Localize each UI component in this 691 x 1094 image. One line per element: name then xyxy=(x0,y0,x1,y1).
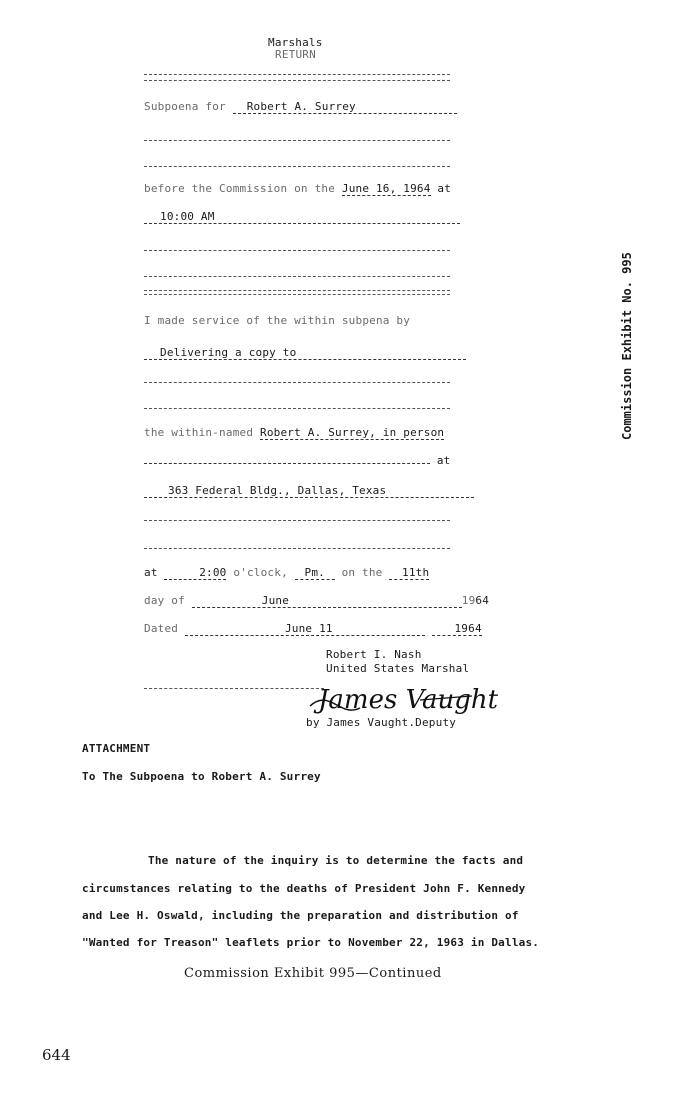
attachment-subheading: To The Subpoena to Robert A. Surrey xyxy=(82,770,321,783)
exhibit-caption: Commission Exhibit 995—Continued xyxy=(184,966,442,981)
within-value: Robert A. Surrey, in person xyxy=(260,426,445,439)
when-at: at xyxy=(144,566,158,579)
within-line xyxy=(144,426,444,440)
rule xyxy=(144,408,450,409)
before-at: at xyxy=(437,182,452,195)
day-of-line xyxy=(144,594,489,608)
paragraph-line-2: circumstances relating to the deaths of President John F. Kennedy xyxy=(82,882,526,895)
dated-line xyxy=(144,622,482,636)
subpoena-line xyxy=(144,100,457,114)
rule xyxy=(144,140,450,141)
header-return: RETURN xyxy=(275,48,316,61)
rule xyxy=(144,548,450,549)
year-prefix: 19 xyxy=(461,594,476,607)
dated-label: Dated xyxy=(144,622,179,635)
when-oclock: o'clock, xyxy=(233,566,288,579)
at-line xyxy=(144,454,450,467)
header-marshals: Marshals xyxy=(268,36,323,49)
signature-text: James Vaught xyxy=(318,685,499,715)
day-of-label: day of xyxy=(144,594,185,607)
marshal-title: United States Marshal xyxy=(326,662,470,675)
when-month: June xyxy=(192,594,462,608)
paragraph-line-4: "Wanted for Treason" leaflets prior to November 22, 1963 in Dallas. xyxy=(82,936,540,949)
dated-year: 1964 xyxy=(432,622,482,636)
paragraph-line-3: and Lee H. Oswald, including the preparation and distribution of xyxy=(82,909,519,922)
within-label: the within-named xyxy=(144,426,254,439)
rule xyxy=(144,74,450,75)
dated-value: June 11 xyxy=(185,622,425,636)
subpoena-label: Subpoena for xyxy=(144,100,226,113)
when-ampm: Pm. xyxy=(295,566,335,580)
rule xyxy=(144,520,450,521)
attachment-heading: ATTACHMENT xyxy=(82,742,151,755)
marshal-name: Robert I. Nash xyxy=(326,648,422,661)
rule xyxy=(144,80,450,81)
subpoena-name: Robert A. Surrey xyxy=(233,100,457,114)
page-number: 644 xyxy=(42,1046,71,1064)
address-line xyxy=(144,484,474,498)
when-year: 64 xyxy=(475,594,490,607)
before-time: 10:00 AM xyxy=(144,210,460,224)
before-line xyxy=(144,182,451,196)
rule xyxy=(144,250,450,251)
before-label: before the Commission on the xyxy=(144,182,336,195)
rule xyxy=(144,276,450,277)
when-line xyxy=(144,566,429,580)
service-label: I made service of the within subpena by xyxy=(144,314,411,327)
rule xyxy=(144,382,450,383)
when-on-the: on the xyxy=(341,566,383,579)
side-exhibit-label: Commission Exhibit No. 995 xyxy=(620,252,634,440)
service-address: 363 Federal Bldg., Dallas, Texas xyxy=(144,484,474,498)
before-date: June 16, 1964 xyxy=(341,182,431,195)
paragraph-line-1: The nature of the inquiry is to determine the facts and xyxy=(148,854,524,867)
service-at: at xyxy=(436,454,451,467)
when-day: 11th xyxy=(389,566,429,580)
when-time: 2:00 xyxy=(164,566,226,580)
before-time-line xyxy=(144,210,460,224)
rule xyxy=(144,688,324,689)
double-rule xyxy=(144,290,450,295)
by-line: by James Vaught.Deputy xyxy=(306,716,457,729)
service-method: Delivering a copy to xyxy=(144,346,466,360)
service-method-line xyxy=(144,346,466,360)
rule xyxy=(144,166,450,167)
